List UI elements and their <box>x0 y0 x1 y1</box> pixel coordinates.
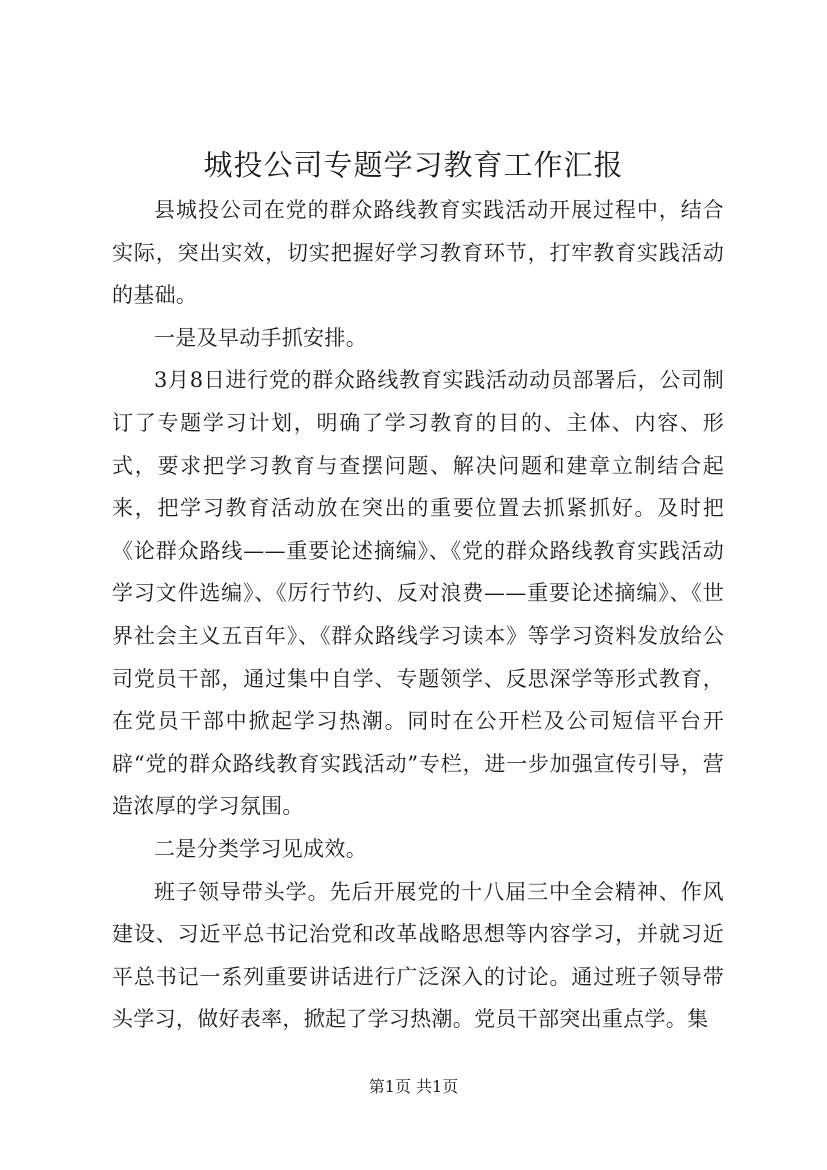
page-footer: 第1页 共1页 <box>368 1077 459 1096</box>
document-title: 城投公司专题学习教育工作汇报 <box>203 148 624 182</box>
paragraph-heading-1: 一是及早动手抓安排。 <box>154 325 367 350</box>
paragraph-leadership-study: 班子领导带头学。先后开展党的十八届三中全会精神、作风建设、习近平总书记治党和改革战略思想等内容学习，并就习近平总书记一系列重要讲话进行广泛深入的讨论。通过班子领导带头学习，做好表率，掀起了学习热潮。党员干部突出重点学。集 <box>112 879 724 1032</box>
document-body <box>112 189 724 1041</box>
paragraph-intro: 县城投公司在党的群众路线教育实践活动开展过程中，结合实际，突出实效，切实把握好学习教育环节，打牢教育实践活动的基础。 <box>112 198 724 308</box>
paragraph-heading-2: 二是分类学习见成效。 <box>154 836 367 861</box>
paragraph-arrangement: 3月8日进行党的群众路线教育实践活动动员部署后，公司制订了专题学习计划，明确了学习教育的目的、主体、内容、形式，要求把学习教育与查摆问题、解决问题和建章立制结合起来，把学习教育活动放在突出的重要位置去抓紧抓好。及时把《论群众路线——重要论述摘编》、《党的群众路线教育实践活动学习文件选编》、《厉行节约、反对浪费——重要论述摘编》、《世界社会主义五百年》、《群众路线学习读本》等学习资料发放给公司党员干部，通过集中自学、专题领学、反思深学等形式教育，在党员干部中掀起学习热潮。同时在公开栏及公司短信平台开辟“党的群众路线教育实践活动”专栏，进一步加强宣传引导，营造浓厚的学习氛围。 <box>112 368 724 819</box>
